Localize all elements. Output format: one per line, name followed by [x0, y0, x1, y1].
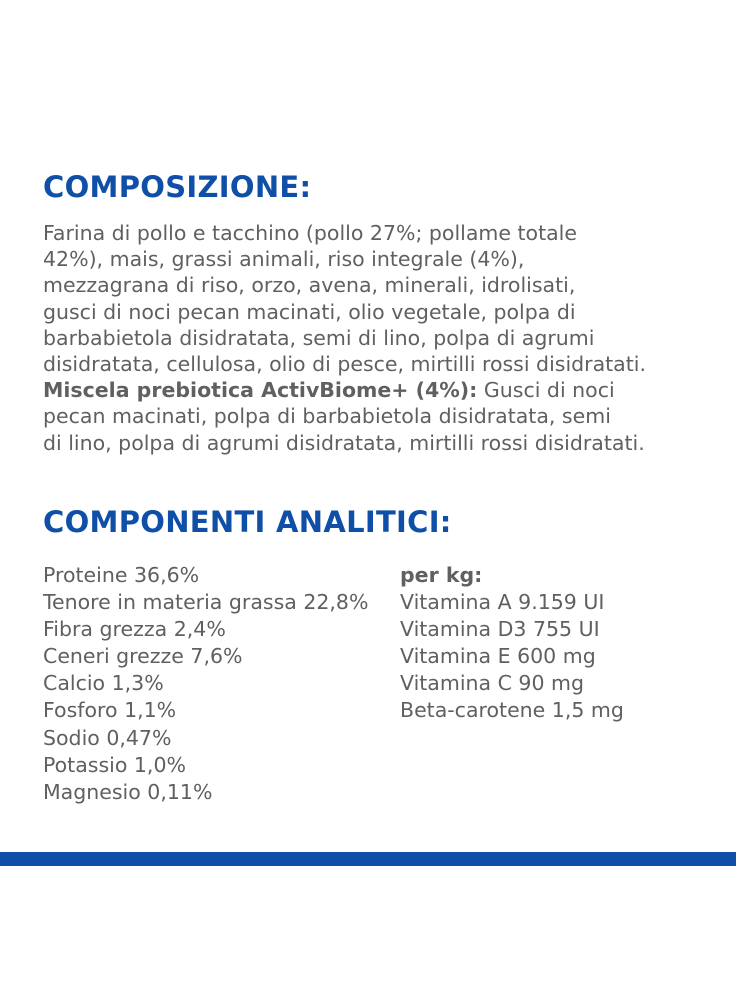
composition-line: barbabietola disidratata, semi di lino, polpa di agrumi [43, 325, 595, 350]
vitamin-item: Vitamina D3 755 UI [400, 617, 600, 642]
composition-line: mezzagrana di riso, orzo, avena, minerali, idrolisati, [43, 273, 576, 298]
composition-line: Farina di pollo e tacchino (pollo 27%; pollame totale [43, 221, 577, 245]
vitamins-list [400, 562, 624, 725]
analytical-heading: COMPONENTI ANALITICI: [43, 505, 452, 539]
vitamin-item: Beta-carotene 1,5 mg [400, 698, 624, 723]
prebiotic-line: pecan macinati, polpa di barbabietola disidratata, semi [43, 404, 611, 429]
vitamin-item: Vitamina A 9.159 UI [400, 590, 605, 615]
composition-heading: COMPOSIZIONE: [43, 170, 312, 204]
analytical-component-item: Potassio 1,0% [43, 752, 186, 777]
analytical-component-item: Sodio 0,47% [43, 725, 172, 750]
prebiotic-blend-text: Gusci di noci [477, 378, 615, 403]
composition-text [43, 220, 723, 456]
analytical-component-item: Fibra grezza 2,4% [43, 617, 226, 642]
vitamin-item: Vitamina E 600 mg [400, 644, 596, 669]
prebiotic-line: di lino, polpa di agrumi disidratata, mirtilli rossi disidratati. [43, 430, 645, 455]
analytical-component-item: Magnesio 0,11% [43, 779, 213, 804]
vitamin-item: Vitamina C 90 mg [400, 671, 585, 696]
prebiotic-blend-label: Miscela prebiotica ActivBiome+ (4%): [43, 378, 478, 403]
composition-line: 42%), mais, grassi animali, riso integrale (4%), [43, 247, 525, 272]
composition-line: gusci di noci pecan macinati, olio vegetale, polpa di [43, 299, 576, 324]
per-kg-label: per kg: [400, 563, 483, 587]
analytical-component-item: Calcio 1,3% [43, 671, 164, 696]
analytical-component-item: Tenore in materia grassa 22,8% [43, 590, 369, 615]
analytical-component-item: Fosforo 1,1% [43, 698, 177, 723]
analytical-components-list [43, 562, 368, 806]
composition-line: disidratata, cellulosa, olio di pesce, mirtilli rossi disidratati. [43, 352, 646, 377]
analytical-component-item: Ceneri grezze 7,6% [43, 644, 243, 669]
analytical-component-item: Proteine 36,6% [43, 563, 200, 587]
bottom-accent-bar [0, 852, 736, 866]
prebiotic-line [43, 377, 723, 403]
